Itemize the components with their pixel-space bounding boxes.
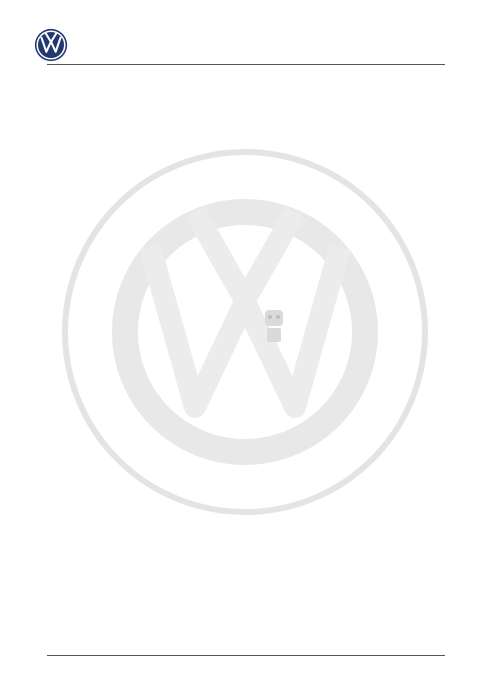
footer-divider bbox=[47, 655, 445, 656]
page-footer bbox=[50, 659, 53, 677]
robot-mascot-icon bbox=[265, 310, 283, 342]
vw-logo bbox=[34, 28, 68, 62]
header-divider bbox=[47, 64, 445, 65]
erwin-watermark bbox=[55, 142, 435, 522]
